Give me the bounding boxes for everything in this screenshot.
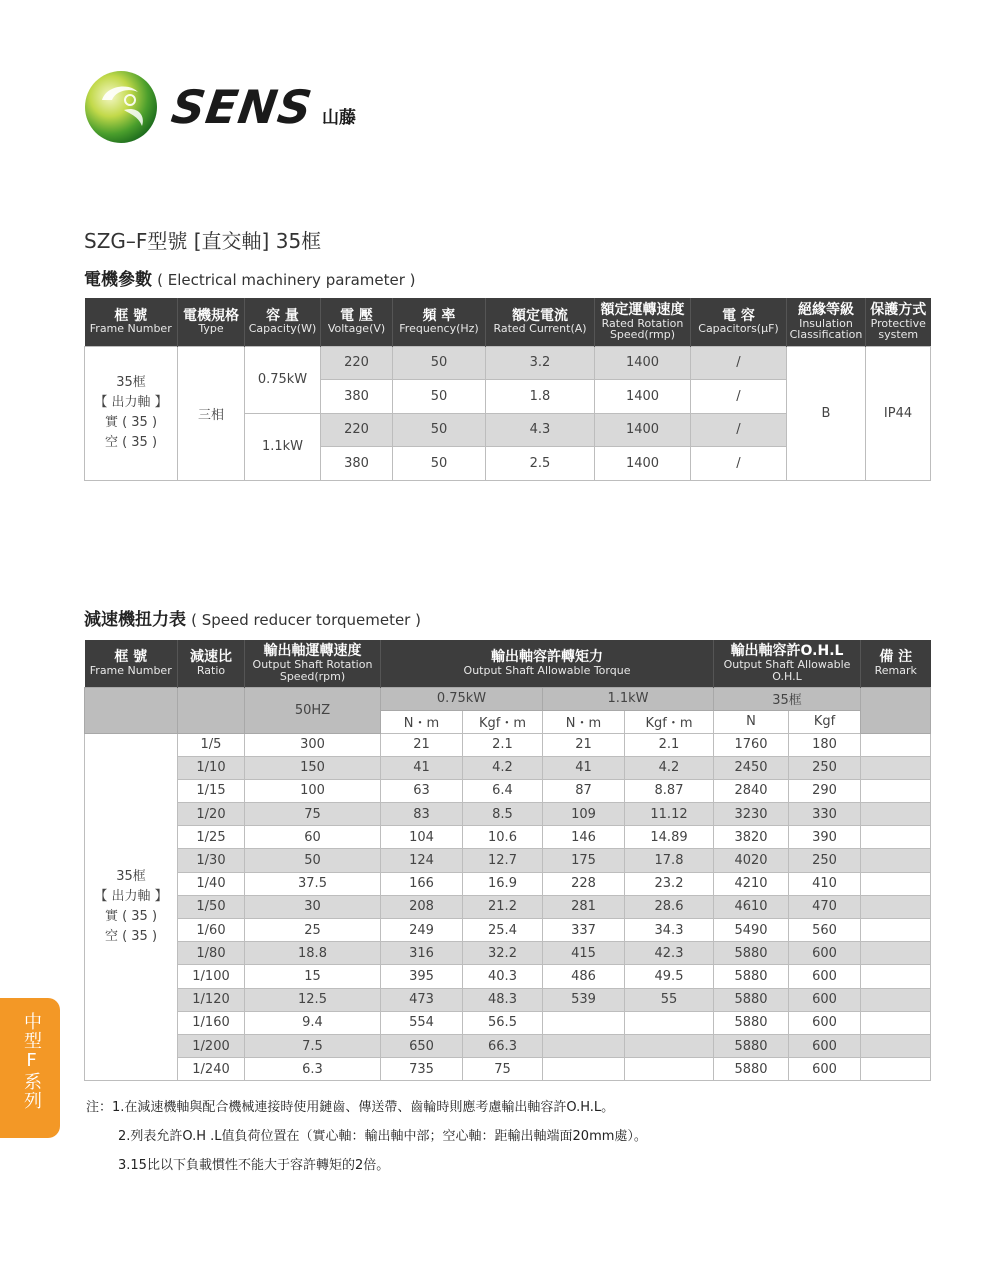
ohl-n-cell: 5880 xyxy=(714,1058,789,1081)
ohl-n-cell: 2840 xyxy=(714,779,789,802)
unit-label: Kgf xyxy=(789,710,861,733)
ratio-cell: 1/120 xyxy=(178,988,245,1011)
ohl-kgf-cell: 290 xyxy=(789,779,861,802)
capacity-cell: 1.1kW xyxy=(245,413,321,480)
remark-cell xyxy=(861,895,931,918)
speed-cell: 1400 xyxy=(595,447,691,481)
speed-cell: 1400 xyxy=(595,380,691,414)
torque-nm-075-cell: 735 xyxy=(381,1058,463,1081)
torque-kgf-11-cell xyxy=(625,1058,714,1081)
torque-kgf-075-cell: 6.4 xyxy=(463,779,543,802)
torque-kgf-075-cell: 2.1 xyxy=(463,733,543,756)
torque-kgf-11-cell: 34.3 xyxy=(625,919,714,942)
ohl-n-cell: 2450 xyxy=(714,756,789,779)
torque-kgf-075-cell: 25.4 xyxy=(463,919,543,942)
torque-nm-11-cell xyxy=(543,1058,625,1081)
remark-cell xyxy=(861,1058,931,1081)
capacitor-cell: / xyxy=(691,413,787,447)
remark-cell xyxy=(861,803,931,826)
ohl-n-cell: 4610 xyxy=(714,895,789,918)
remark-cell xyxy=(861,872,931,895)
voltage-cell: 220 xyxy=(321,346,393,380)
speed-cell: 100 xyxy=(245,779,381,802)
current-cell: 2.5 xyxy=(486,447,595,481)
torque-kgf-075-cell: 12.7 xyxy=(463,849,543,872)
remark-cell xyxy=(861,779,931,802)
header-frequency: 頻 率 Frequency(Hz) xyxy=(393,298,486,346)
speed-cell: 37.5 xyxy=(245,872,381,895)
torque-nm-11-cell: 228 xyxy=(543,872,625,895)
ratio-cell: 1/5 xyxy=(178,733,245,756)
torque-nm-075-cell: 249 xyxy=(381,919,463,942)
header-allowable-torque: 輸出軸容許轉矩力 Output Shaft Allowable Torque xyxy=(381,640,714,687)
series-side-tab-label: 中型F系列 xyxy=(21,1012,42,1110)
ratio-cell: 1/160 xyxy=(178,1011,245,1034)
capacitor-cell: / xyxy=(691,380,787,414)
torque-nm-075-cell: 63 xyxy=(381,779,463,802)
power-label-075: 0.75kW xyxy=(381,687,543,710)
table-row xyxy=(85,849,931,872)
torque-kgf-075-cell: 32.2 xyxy=(463,942,543,965)
remark-cell xyxy=(861,733,931,756)
speed-cell: 300 xyxy=(245,733,381,756)
current-cell: 4.3 xyxy=(486,413,595,447)
subhead-blank xyxy=(861,687,931,733)
header-frame-number: 框 號 Frame Number xyxy=(85,298,178,346)
speed-cell: 25 xyxy=(245,919,381,942)
ratio-cell: 1/50 xyxy=(178,895,245,918)
torque-nm-075-cell: 208 xyxy=(381,895,463,918)
ohl-n-cell: 1760 xyxy=(714,733,789,756)
torque-nm-11-cell: 337 xyxy=(543,919,625,942)
remark-cell xyxy=(861,756,931,779)
table-row xyxy=(85,1034,931,1057)
table-row xyxy=(85,346,931,380)
header-capacity: 容 量 Capacity(W) xyxy=(245,298,321,346)
torque-kgf-11-cell: 17.8 xyxy=(625,849,714,872)
torque-kgf-11-cell: 55 xyxy=(625,988,714,1011)
current-cell: 3.2 xyxy=(486,346,595,380)
note-line: 3.15比以下負載慣性不能大于容許轉矩的2倍。 xyxy=(118,1158,390,1173)
remark-cell xyxy=(861,942,931,965)
logo-globe-icon xyxy=(84,70,164,150)
subhead-blank xyxy=(85,687,178,733)
series-side-tab xyxy=(0,998,60,1138)
header-ratio: 減速比 Ratio xyxy=(178,640,245,687)
header-protection: 保護方式 Protective system xyxy=(866,298,931,346)
torque-nm-075-cell: 554 xyxy=(381,1011,463,1034)
table-row xyxy=(85,756,931,779)
ratio-cell: 1/200 xyxy=(178,1034,245,1057)
table-row xyxy=(85,942,931,965)
unit-label: N・m xyxy=(381,710,463,733)
torque-nm-11-cell: 41 xyxy=(543,756,625,779)
torque-table xyxy=(84,640,931,1081)
header-output-speed: 輸出軸運轉速度 Output Shaft Rotation Speed(rpm) xyxy=(245,640,381,687)
table-row xyxy=(85,1011,931,1034)
torque-nm-075-cell: 316 xyxy=(381,942,463,965)
insulation-cell: B xyxy=(787,346,866,480)
table-row xyxy=(85,779,931,802)
frequency-cell: 50 xyxy=(393,413,486,447)
header-insulation: 絕緣等級 Insulation Classification xyxy=(787,298,866,346)
torque-nm-11-cell xyxy=(543,1011,625,1034)
speed-cell: 50 xyxy=(245,849,381,872)
torque-kgf-075-cell: 40.3 xyxy=(463,965,543,988)
capacitor-cell: / xyxy=(691,346,787,380)
ohl-frame-label: 35框 xyxy=(714,687,861,710)
ohl-n-cell: 5880 xyxy=(714,1034,789,1057)
torque-nm-11-cell: 539 xyxy=(543,988,625,1011)
speed-cell: 12.5 xyxy=(245,988,381,1011)
notes xyxy=(86,1093,647,1180)
ohl-n-cell: 3230 xyxy=(714,803,789,826)
torque-kgf-11-cell: 49.5 xyxy=(625,965,714,988)
torque-nm-11-cell: 486 xyxy=(543,965,625,988)
ohl-kgf-cell: 600 xyxy=(789,965,861,988)
torque-kgf-11-cell: 42.3 xyxy=(625,942,714,965)
torque-nm-075-cell: 650 xyxy=(381,1034,463,1057)
ohl-n-cell: 3820 xyxy=(714,826,789,849)
ohl-kgf-cell: 470 xyxy=(789,895,861,918)
ratio-cell: 1/25 xyxy=(178,826,245,849)
torque-nm-075-cell: 124 xyxy=(381,849,463,872)
ratio-cell: 1/10 xyxy=(178,756,245,779)
subhead-blank xyxy=(178,687,245,733)
frequency-cell: 50 xyxy=(393,380,486,414)
power-label-11: 1.1kW xyxy=(543,687,714,710)
table-subheader-row xyxy=(85,687,931,710)
speed-cell: 6.3 xyxy=(245,1058,381,1081)
speed-cell: 7.5 xyxy=(245,1034,381,1057)
header-rated-current: 額定電流 Rated Current(A) xyxy=(486,298,595,346)
table-row xyxy=(85,919,931,942)
table-row xyxy=(85,733,931,756)
electrical-parameter-table xyxy=(84,298,931,481)
torque-kgf-11-cell: 8.87 xyxy=(625,779,714,802)
speed-cell: 75 xyxy=(245,803,381,826)
speed-cell: 18.8 xyxy=(245,942,381,965)
torque-nm-075-cell: 104 xyxy=(381,826,463,849)
torque-kgf-075-cell: 10.6 xyxy=(463,826,543,849)
ohl-n-cell: 4020 xyxy=(714,849,789,872)
voltage-cell: 220 xyxy=(321,413,393,447)
speed-cell: 9.4 xyxy=(245,1011,381,1034)
ohl-kgf-cell: 560 xyxy=(789,919,861,942)
torque-kgf-11-cell xyxy=(625,1034,714,1057)
ohl-n-cell: 5880 xyxy=(714,988,789,1011)
torque-nm-11-cell: 281 xyxy=(543,895,625,918)
torque-kgf-075-cell: 48.3 xyxy=(463,988,543,1011)
ratio-cell: 1/240 xyxy=(178,1058,245,1081)
torque-table-body xyxy=(85,733,931,1081)
capacity-cell: 0.75kW xyxy=(245,346,321,413)
torque-kgf-11-cell: 14.89 xyxy=(625,826,714,849)
ratio-cell: 1/80 xyxy=(178,942,245,965)
torque-kgf-11-cell: 23.2 xyxy=(625,872,714,895)
ohl-n-cell: 4210 xyxy=(714,872,789,895)
note-line: 2.列表允許O.H .L值負荷位置在（實心軸：輸出軸中部；空心軸：距輸出軸端面20mm處）。 xyxy=(118,1129,647,1144)
type-cell: 三相 xyxy=(178,346,245,480)
torque-nm-11-cell xyxy=(543,1034,625,1057)
table-row xyxy=(85,803,931,826)
torque-nm-075-cell: 473 xyxy=(381,988,463,1011)
note-line: 注：1.在減速機軸與配合機械連接時使用鏈齒、傳送帶、齒輪時則應考慮輸出軸容許O.H.L。 xyxy=(86,1100,615,1115)
unit-label: N xyxy=(714,710,789,733)
ohl-n-cell: 5490 xyxy=(714,919,789,942)
ohl-kgf-cell: 600 xyxy=(789,1058,861,1081)
torque-kgf-075-cell: 75 xyxy=(463,1058,543,1081)
table-row xyxy=(85,1058,931,1081)
brand-logo xyxy=(84,70,384,150)
ratio-cell: 1/40 xyxy=(178,872,245,895)
brand-name: SENS xyxy=(168,80,316,134)
torque-kgf-075-cell: 21.2 xyxy=(463,895,543,918)
protection-cell: IP44 xyxy=(866,346,931,480)
header-type: 電機規格 Type xyxy=(178,298,245,346)
table-row xyxy=(85,895,931,918)
torque-nm-075-cell: 166 xyxy=(381,872,463,895)
table-row xyxy=(85,965,931,988)
ohl-kgf-cell: 250 xyxy=(789,849,861,872)
ohl-kgf-cell: 250 xyxy=(789,756,861,779)
torque-kgf-075-cell: 66.3 xyxy=(463,1034,543,1057)
frequency-cell: 50 xyxy=(393,447,486,481)
remark-cell xyxy=(861,919,931,942)
header-frame-number: 框 號 Frame Number xyxy=(85,640,178,687)
frame-number-cell: 35框 【 出力軸 】 實 ( 35 ) 空 ( 35 ) xyxy=(85,346,178,480)
table-row xyxy=(85,872,931,895)
torque-nm-075-cell: 395 xyxy=(381,965,463,988)
ohl-kgf-cell: 180 xyxy=(789,733,861,756)
unit-label: Kgf・m xyxy=(463,710,543,733)
header-rated-speed: 額定運轉速度 Rated Rotation Speed(rmp) xyxy=(595,298,691,346)
speed-cell: 15 xyxy=(245,965,381,988)
speed-cell: 1400 xyxy=(595,346,691,380)
torque-nm-075-cell: 83 xyxy=(381,803,463,826)
torque-table-title xyxy=(84,605,421,630)
page-title: SZG–F型號 [直交軸] 35框 xyxy=(84,229,322,253)
remark-cell xyxy=(861,965,931,988)
speed-cell: 60 xyxy=(245,826,381,849)
current-cell: 1.8 xyxy=(486,380,595,414)
ohl-kgf-cell: 600 xyxy=(789,988,861,1011)
torque-nm-11-cell: 87 xyxy=(543,779,625,802)
ohl-kgf-cell: 390 xyxy=(789,826,861,849)
section-title-cn: 減速機扭力表 xyxy=(84,610,186,630)
brand-name-cn: 山藤 xyxy=(322,108,356,128)
capacitor-cell: / xyxy=(691,447,787,481)
table-row xyxy=(85,988,931,1011)
header-voltage: 電 壓 Voltage(V) xyxy=(321,298,393,346)
torque-kgf-075-cell: 8.5 xyxy=(463,803,543,826)
ohl-n-cell: 5880 xyxy=(714,965,789,988)
voltage-cell: 380 xyxy=(321,447,393,481)
remark-cell xyxy=(861,826,931,849)
ohl-n-cell: 5880 xyxy=(714,1011,789,1034)
ohl-kgf-cell: 600 xyxy=(789,1011,861,1034)
torque-kgf-11-cell: 2.1 xyxy=(625,733,714,756)
torque-nm-11-cell: 146 xyxy=(543,826,625,849)
header-allowable-ohl: 輸出軸容許O.H.L Output Shaft Allowable O.H.L xyxy=(714,640,861,687)
remark-cell xyxy=(861,988,931,1011)
section-title-en: ( Speed reducer torquemeter ) xyxy=(191,611,421,629)
header-remark: 備 注 Remark xyxy=(861,640,931,687)
torque-nm-11-cell: 109 xyxy=(543,803,625,826)
header-capacitors: 電 容 Capacitors(μF) xyxy=(691,298,787,346)
torque-nm-075-cell: 21 xyxy=(381,733,463,756)
unit-label: N・m xyxy=(543,710,625,733)
torque-kgf-11-cell xyxy=(625,1011,714,1034)
remark-cell xyxy=(861,849,931,872)
torque-kgf-11-cell: 11.12 xyxy=(625,803,714,826)
torque-kgf-075-cell: 16.9 xyxy=(463,872,543,895)
ohl-kgf-cell: 600 xyxy=(789,1034,861,1057)
torque-nm-11-cell: 415 xyxy=(543,942,625,965)
section-title-cn: 電機參數 xyxy=(84,270,152,290)
remark-cell xyxy=(861,1011,931,1034)
torque-kgf-075-cell: 4.2 xyxy=(463,756,543,779)
speed-cell: 1400 xyxy=(595,413,691,447)
table-row xyxy=(85,826,931,849)
torque-kgf-11-cell: 28.6 xyxy=(625,895,714,918)
unit-label: Kgf・m xyxy=(625,710,714,733)
ohl-n-cell: 5880 xyxy=(714,942,789,965)
torque-nm-11-cell: 21 xyxy=(543,733,625,756)
ohl-kgf-cell: 600 xyxy=(789,942,861,965)
ratio-cell: 1/30 xyxy=(178,849,245,872)
frequency-cell: 50 xyxy=(393,346,486,380)
ratio-cell: 1/15 xyxy=(178,779,245,802)
ratio-cell: 1/20 xyxy=(178,803,245,826)
ohl-kgf-cell: 410 xyxy=(789,872,861,895)
ratio-cell: 1/60 xyxy=(178,919,245,942)
frame-number-cell: 35框 【 出力軸 】 實 ( 35 ) 空 ( 35 ) xyxy=(85,733,178,1081)
ratio-cell: 1/100 xyxy=(178,965,245,988)
torque-nm-11-cell: 175 xyxy=(543,849,625,872)
electrical-parameter-title xyxy=(84,265,416,290)
torque-kgf-11-cell: 4.2 xyxy=(625,756,714,779)
torque-nm-075-cell: 41 xyxy=(381,756,463,779)
frequency-label: 50HZ xyxy=(245,687,381,733)
section-title-en: ( Electrical machinery parameter ) xyxy=(157,271,416,289)
voltage-cell: 380 xyxy=(321,380,393,414)
ohl-kgf-cell: 330 xyxy=(789,803,861,826)
torque-kgf-075-cell: 56.5 xyxy=(463,1011,543,1034)
speed-cell: 30 xyxy=(245,895,381,918)
remark-cell xyxy=(861,1034,931,1057)
speed-cell: 150 xyxy=(245,756,381,779)
